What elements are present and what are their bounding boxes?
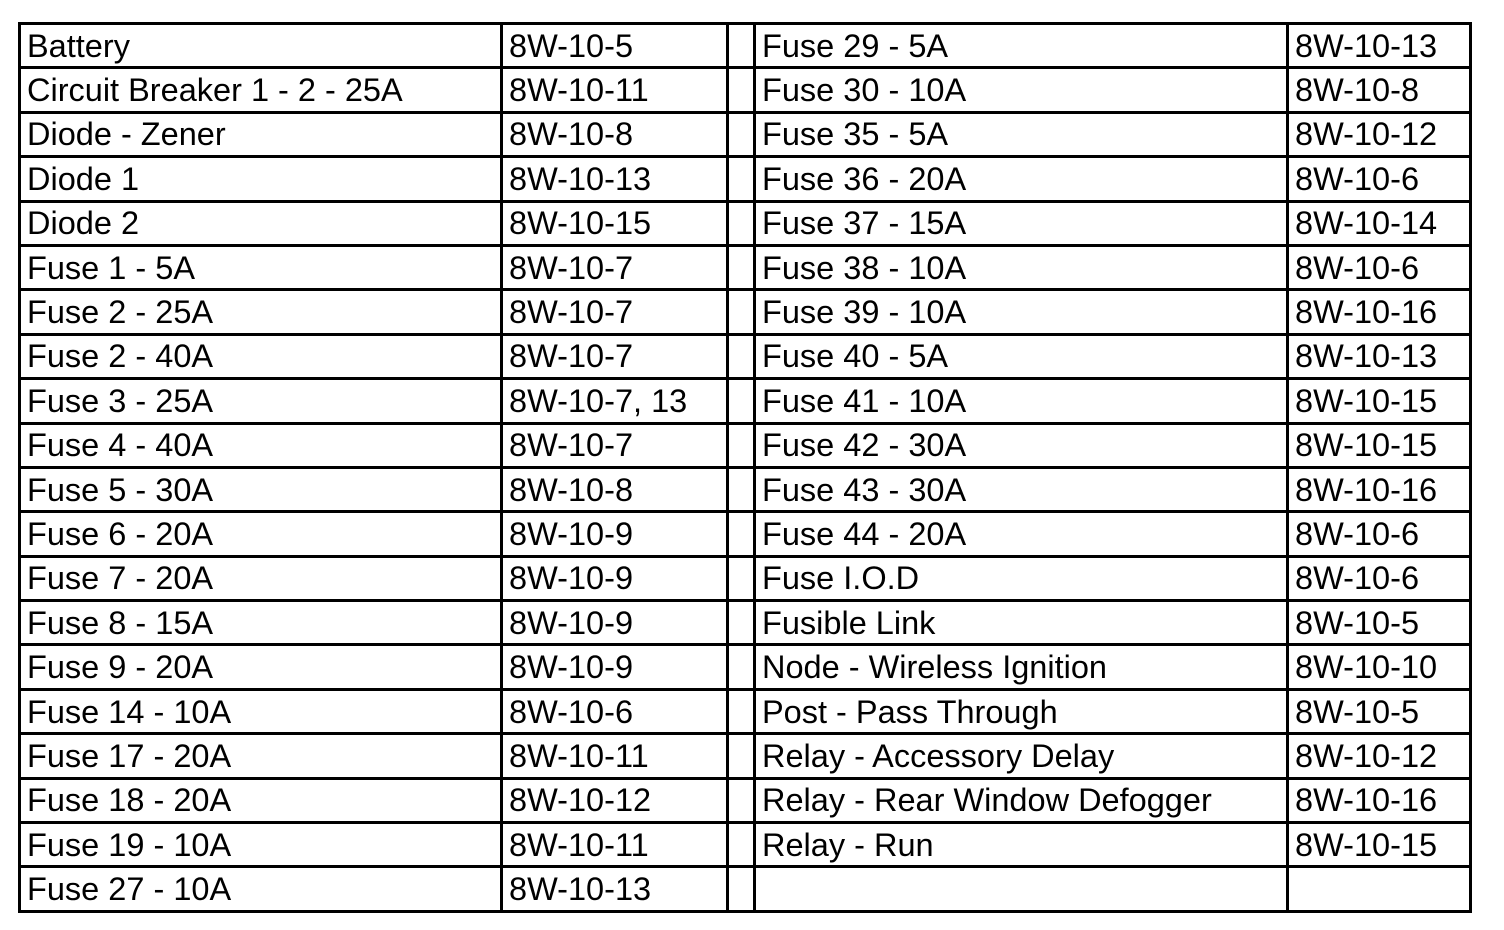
component-name-cell: Fuse I.O.D <box>755 556 1288 600</box>
component-name-cell: Fuse 29 - 5A <box>755 24 1288 68</box>
component-name-cell: Diode 1 <box>20 157 502 201</box>
page-reference-cell: 8W-10-16 <box>1288 778 1471 822</box>
table-row <box>20 645 1471 689</box>
page-reference-cell: 8W-10-9 <box>502 645 728 689</box>
column-gap-cell <box>728 245 755 289</box>
table-row <box>20 423 1471 467</box>
component-name-cell: Fuse 39 - 10A <box>755 290 1288 334</box>
column-gap-cell <box>728 157 755 201</box>
page-reference-cell: 8W-10-7, 13 <box>502 379 728 423</box>
component-name-cell: Relay - Rear Window Defogger <box>755 778 1288 822</box>
page-reference-cell: 8W-10-11 <box>502 68 728 112</box>
column-gap-cell <box>728 68 755 112</box>
column-gap-cell <box>728 689 755 733</box>
component-name-cell: Diode - Zener <box>20 112 502 156</box>
page-reference-cell: 8W-10-9 <box>502 556 728 600</box>
page-reference-cell: 8W-10-6 <box>502 689 728 733</box>
page-reference-cell: 8W-10-14 <box>1288 201 1471 245</box>
component-name-cell: Fuse 2 - 25A <box>20 290 502 334</box>
page-reference-cell: 8W-10-15 <box>1288 823 1471 867</box>
table-row <box>20 823 1471 867</box>
component-name-cell: Fuse 9 - 20A <box>20 645 502 689</box>
component-name-cell: Diode 2 <box>20 201 502 245</box>
page-reference-cell: 8W-10-11 <box>502 734 728 778</box>
column-gap-cell <box>728 467 755 511</box>
column-gap-cell <box>728 734 755 778</box>
page-reference-cell: 8W-10-7 <box>502 423 728 467</box>
page-reference-cell: 8W-10-8 <box>1288 68 1471 112</box>
page-reference-cell: 8W-10-13 <box>1288 24 1471 68</box>
component-name-cell: Fuse 44 - 20A <box>755 512 1288 556</box>
column-gap-cell <box>728 867 755 911</box>
page-reference-cell: 8W-10-8 <box>502 112 728 156</box>
page-reference-cell: 8W-10-15 <box>1288 423 1471 467</box>
page-reference-cell: 8W-10-10 <box>1288 645 1471 689</box>
column-gap-cell <box>728 423 755 467</box>
page-reference-cell: 8W-10-15 <box>1288 379 1471 423</box>
page-reference-cell: 8W-10-9 <box>502 512 728 556</box>
table-row <box>20 201 1471 245</box>
table-row <box>20 867 1471 911</box>
component-name-cell: Circuit Breaker 1 - 2 - 25A <box>20 68 502 112</box>
page-reference-cell: 8W-10-7 <box>502 245 728 289</box>
component-name-cell: Fuse 42 - 30A <box>755 423 1288 467</box>
page-reference-cell: 8W-10-16 <box>1288 467 1471 511</box>
table-row <box>20 467 1471 511</box>
component-name-cell: Fuse 30 - 10A <box>755 68 1288 112</box>
page-reference-cell: 8W-10-5 <box>1288 601 1471 645</box>
page-reference-cell: 8W-10-5 <box>1288 689 1471 733</box>
page-reference-cell: 8W-10-13 <box>502 867 728 911</box>
component-name-cell: Fuse 38 - 10A <box>755 245 1288 289</box>
column-gap-cell <box>728 24 755 68</box>
page-reference-cell: 8W-10-12 <box>1288 734 1471 778</box>
component-name-cell: Relay - Run <box>755 823 1288 867</box>
page-reference-cell: 8W-10-6 <box>1288 556 1471 600</box>
table-row <box>20 290 1471 334</box>
component-name-cell: Fuse 37 - 15A <box>755 201 1288 245</box>
component-name-cell: Post - Pass Through <box>755 689 1288 733</box>
table-row <box>20 112 1471 156</box>
component-name-cell: Node - Wireless Ignition <box>755 645 1288 689</box>
column-gap-cell <box>728 201 755 245</box>
component-name-cell: Fuse 36 - 20A <box>755 157 1288 201</box>
component-name-cell: Fuse 8 - 15A <box>20 601 502 645</box>
table-row <box>20 734 1471 778</box>
component-name-cell: Relay - Accessory Delay <box>755 734 1288 778</box>
page-reference-cell: 8W-10-5 <box>502 24 728 68</box>
table-row <box>20 245 1471 289</box>
table-row <box>20 778 1471 822</box>
column-gap-cell <box>728 334 755 378</box>
page-reference-cell: 8W-10-12 <box>1288 112 1471 156</box>
component-name-cell: Fuse 40 - 5A <box>755 334 1288 378</box>
component-index-table <box>18 22 1472 913</box>
component-index-body <box>20 24 1471 912</box>
page-reference-cell: 8W-10-6 <box>1288 512 1471 556</box>
table-row <box>20 68 1471 112</box>
table-row <box>20 24 1471 68</box>
column-gap-cell <box>728 379 755 423</box>
component-name-cell: Fuse 3 - 25A <box>20 379 502 423</box>
page-reference-cell <box>1288 867 1471 911</box>
component-name-cell: Fuse 6 - 20A <box>20 512 502 556</box>
table-row <box>20 379 1471 423</box>
component-name-cell: Fuse 19 - 10A <box>20 823 502 867</box>
page-reference-cell: 8W-10-16 <box>1288 290 1471 334</box>
component-name-cell: Fuse 5 - 30A <box>20 467 502 511</box>
page-reference-cell: 8W-10-6 <box>1288 157 1471 201</box>
table-row <box>20 334 1471 378</box>
component-name-cell: Fuse 7 - 20A <box>20 556 502 600</box>
component-name-cell: Fusible Link <box>755 601 1288 645</box>
page-reference-cell: 8W-10-11 <box>502 823 728 867</box>
component-name-cell: Fuse 4 - 40A <box>20 423 502 467</box>
column-gap-cell <box>728 290 755 334</box>
table-row <box>20 157 1471 201</box>
table-row <box>20 512 1471 556</box>
page-reference-cell: 8W-10-13 <box>502 157 728 201</box>
component-name-cell: Fuse 1 - 5A <box>20 245 502 289</box>
component-name-cell <box>755 867 1288 911</box>
page-reference-cell: 8W-10-15 <box>502 201 728 245</box>
column-gap-cell <box>728 778 755 822</box>
page-reference-cell: 8W-10-13 <box>1288 334 1471 378</box>
component-name-cell: Fuse 18 - 20A <box>20 778 502 822</box>
component-name-cell: Fuse 41 - 10A <box>755 379 1288 423</box>
column-gap-cell <box>728 601 755 645</box>
page-reference-cell: 8W-10-7 <box>502 334 728 378</box>
column-gap-cell <box>728 112 755 156</box>
page-reference-cell: 8W-10-8 <box>502 467 728 511</box>
component-name-cell: Fuse 17 - 20A <box>20 734 502 778</box>
table-row <box>20 556 1471 600</box>
column-gap-cell <box>728 512 755 556</box>
table-row <box>20 689 1471 733</box>
component-name-cell: Fuse 43 - 30A <box>755 467 1288 511</box>
table-row <box>20 601 1471 645</box>
page-reference-cell: 8W-10-12 <box>502 778 728 822</box>
page-reference-cell: 8W-10-9 <box>502 601 728 645</box>
component-name-cell: Fuse 2 - 40A <box>20 334 502 378</box>
column-gap-cell <box>728 645 755 689</box>
component-name-cell: Fuse 35 - 5A <box>755 112 1288 156</box>
component-name-cell: Fuse 27 - 10A <box>20 867 502 911</box>
page-reference-cell: 8W-10-7 <box>502 290 728 334</box>
column-gap-cell <box>728 823 755 867</box>
component-name-cell: Fuse 14 - 10A <box>20 689 502 733</box>
column-gap-cell <box>728 556 755 600</box>
component-name-cell: Battery <box>20 24 502 68</box>
page-reference-cell: 8W-10-6 <box>1288 245 1471 289</box>
